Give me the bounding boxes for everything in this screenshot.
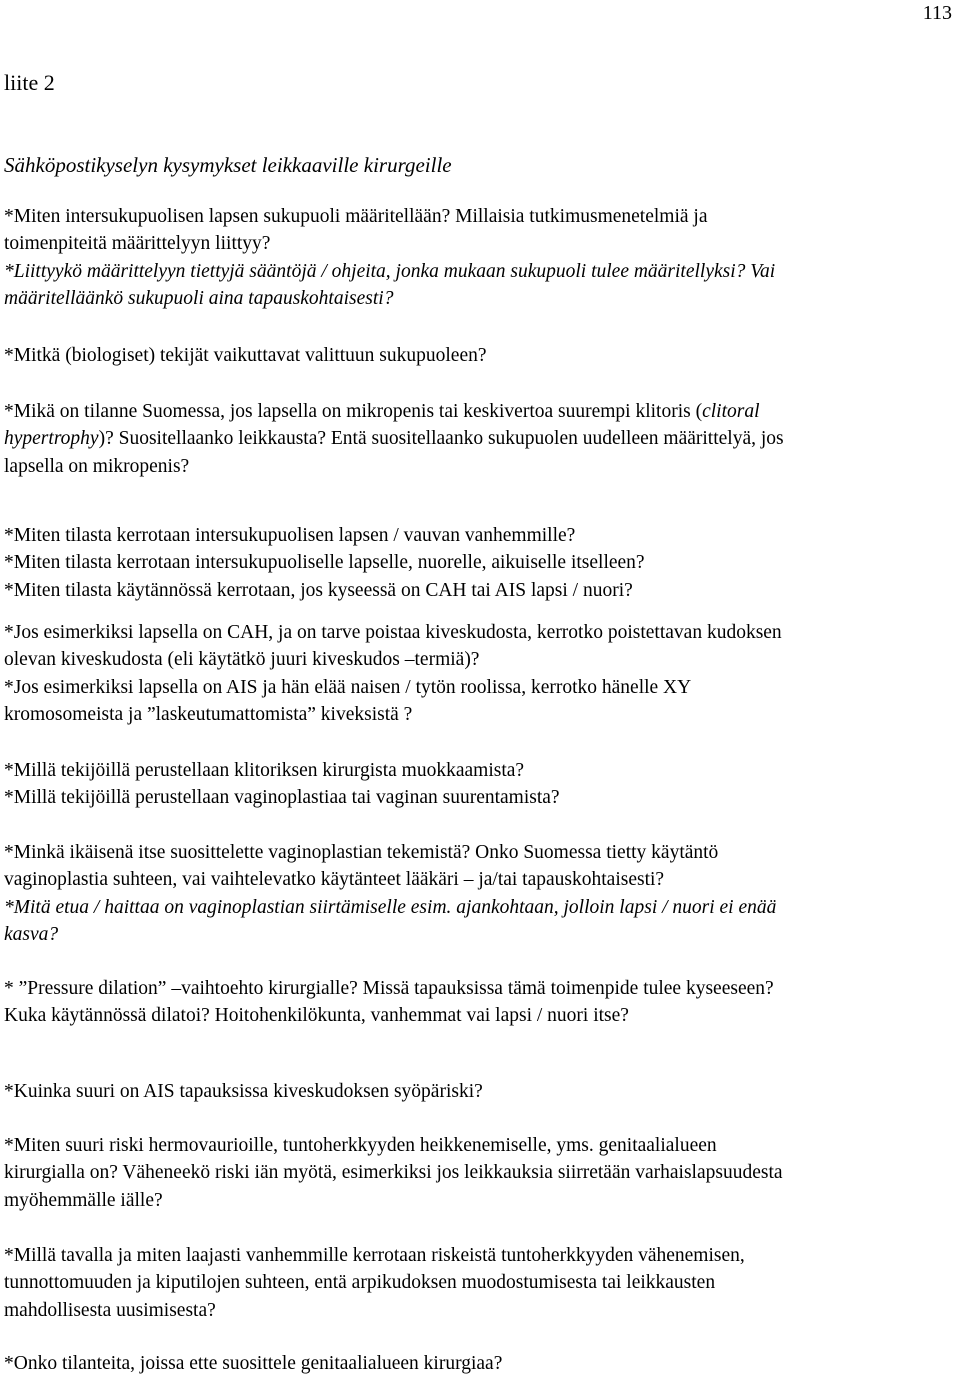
- question-line: kasva?: [4, 924, 59, 946]
- question-line: [4, 425, 960, 452]
- question-line: *Mitä etua / haittaa on vaginoplastian siirtämiselle esim. ajankohtaan, jolloin lapsi / nuori ei enää: [4, 896, 777, 918]
- question-line: *Minkä ikäisenä itse suosittelette vaginoplastian tekemistä? Onko Suomessa tietty käytäntö: [4, 842, 719, 863]
- question-block-vaginoplasty-age: [4, 839, 960, 949]
- question-line: Kuka käytännössä dilatoi? Hoitohenkilökunta, vanhemmat vai lapsi / nuori itse?: [4, 1005, 629, 1027]
- question-line: *Miten suuri riski hermovaurioille, tuntoherkkyyden heikkenemiselle, yms. genitaalialueen: [4, 1135, 717, 1156]
- question-block-definition: [4, 203, 960, 313]
- question-line: *Miten tilasta käytännössä kerrotaan, jos kyseessä on CAH tai AIS lapsi / nuori?: [4, 579, 633, 601]
- question-line: tunnottomuuden ja kiputilojen suhteen, entä arpikudoksen muodostumisesta tai leikkausten: [4, 1272, 716, 1294]
- question-line: kromosomeista ja ”laskeutumattomista” kiveksistä ?: [4, 704, 413, 726]
- question-line: vaginoplastia suhteen, vai vaihtelevatko käytänteet lääkäri – ja/tai tapauskohtaisesti?: [4, 869, 665, 891]
- question-line: *Miten tilasta kerrotaan intersukupuolisen lapsen / vauvan vanhemmille?: [4, 525, 576, 546]
- question-block-justification: [4, 757, 960, 812]
- document-subtitle: Sähköpostikyselyn kysymykset leikkaaville kirurgeille: [4, 153, 452, 177]
- question-block-cah-ais: [4, 619, 960, 729]
- question-block-nerve-damage: [4, 1132, 960, 1214]
- question-block-no-surgery: [4, 1350, 960, 1377]
- question-line: toimenpiteitä määrittelyyn liittyy?: [4, 233, 271, 255]
- question-line: olevan kiveskudosta (eli käytätkö juuri kiveskudos –termiä)?: [4, 649, 480, 671]
- question-block-biological-factors: [4, 342, 960, 369]
- question-line: *Jos esimerkiksi lapsella on CAH, ja on tarve poistaa kiveskudosta, kerrotko poistettavan kudoksen: [4, 622, 782, 643]
- question-line: *Miten intersukupuolisen lapsen sukupuoli määritellään? Millaisia tutkimusmenetelmiä ja: [4, 206, 708, 227]
- question-line: [4, 398, 960, 425]
- question-line: *Jos esimerkiksi lapsella on AIS ja hän elää naisen / tytön roolissa, kerrotko hänelle XY: [4, 676, 692, 698]
- question-line: kirurgialla on? Väheneekö riski iän myötä, esimerkiksi jos leikkauksia siirretään varhaislapsuudesta: [4, 1162, 783, 1184]
- question-text: *Mikä on tilanne Suomessa, jos lapsella on mikropenis tai keskivertoa suurempi klitoris (: [4, 401, 703, 422]
- question-block-micropenis: [4, 398, 960, 480]
- question-line: lapsella on mikropenis?: [4, 455, 190, 477]
- question-line: * ”Pressure dilation” –vaihtoehto kirurgialle? Missä tapauksissa tämä toimenpide tulee kyseeseen?: [4, 978, 774, 999]
- question-line: *Kuinka suuri on AIS tapauksissa kiveskudoksen syöpäriski?: [4, 1081, 483, 1102]
- page-number: 113: [922, 2, 952, 24]
- question-line: *Onko tilanteita, joissa ette suosittele genitaalialueen kirurgiaa?: [4, 1353, 503, 1374]
- latin-term: hypertrophy: [4, 428, 99, 450]
- question-line: *Millä tekijöillä perustellaan klitoriksen kirurgista muokkaamista?: [4, 760, 525, 781]
- question-line: myöhemmälle iälle?: [4, 1189, 163, 1211]
- question-line: määritelläänkö sukupuoli aina tapauskohtaisesti?: [4, 288, 394, 310]
- question-line: *Miten tilasta kerrotaan intersukupuoliselle lapselle, nuorelle, aikuiselle itselleen?: [4, 552, 645, 574]
- question-line: *Mitkä (biologiset) tekijät vaikuttavat valittuun sukupuoleen?: [4, 345, 487, 366]
- question-line: *Millä tekijöillä perustellaan vaginoplastiaa tai vaginan suurentamista?: [4, 787, 560, 809]
- question-block-informing: [4, 522, 960, 604]
- question-block-pressure-dilation: [4, 975, 960, 1030]
- question-line: *Millä tavalla ja miten laajasti vanhemmille kerrotaan riskeistä tuntoherkkyyden vähenemisen,: [4, 1245, 745, 1266]
- question-line: *Liittyykö määrittelyyn tiettyjä sääntöjä / ohjeita, jonka mukaan sukupuoli tulee määritellyksi? Vai: [4, 260, 776, 282]
- question-line: mahdollisesta uusimisesta?: [4, 1299, 216, 1321]
- question-block-risk-communication: [4, 1242, 960, 1324]
- question-text: )? Suositellaanko leikkausta? Entä suositellaanko sukupuolen uudelleen määrittelyä, jos: [98, 428, 784, 450]
- question-block-cancer-risk: [4, 1078, 960, 1105]
- latin-term: clitoral: [702, 401, 760, 422]
- appendix-title: liite 2: [4, 70, 55, 95]
